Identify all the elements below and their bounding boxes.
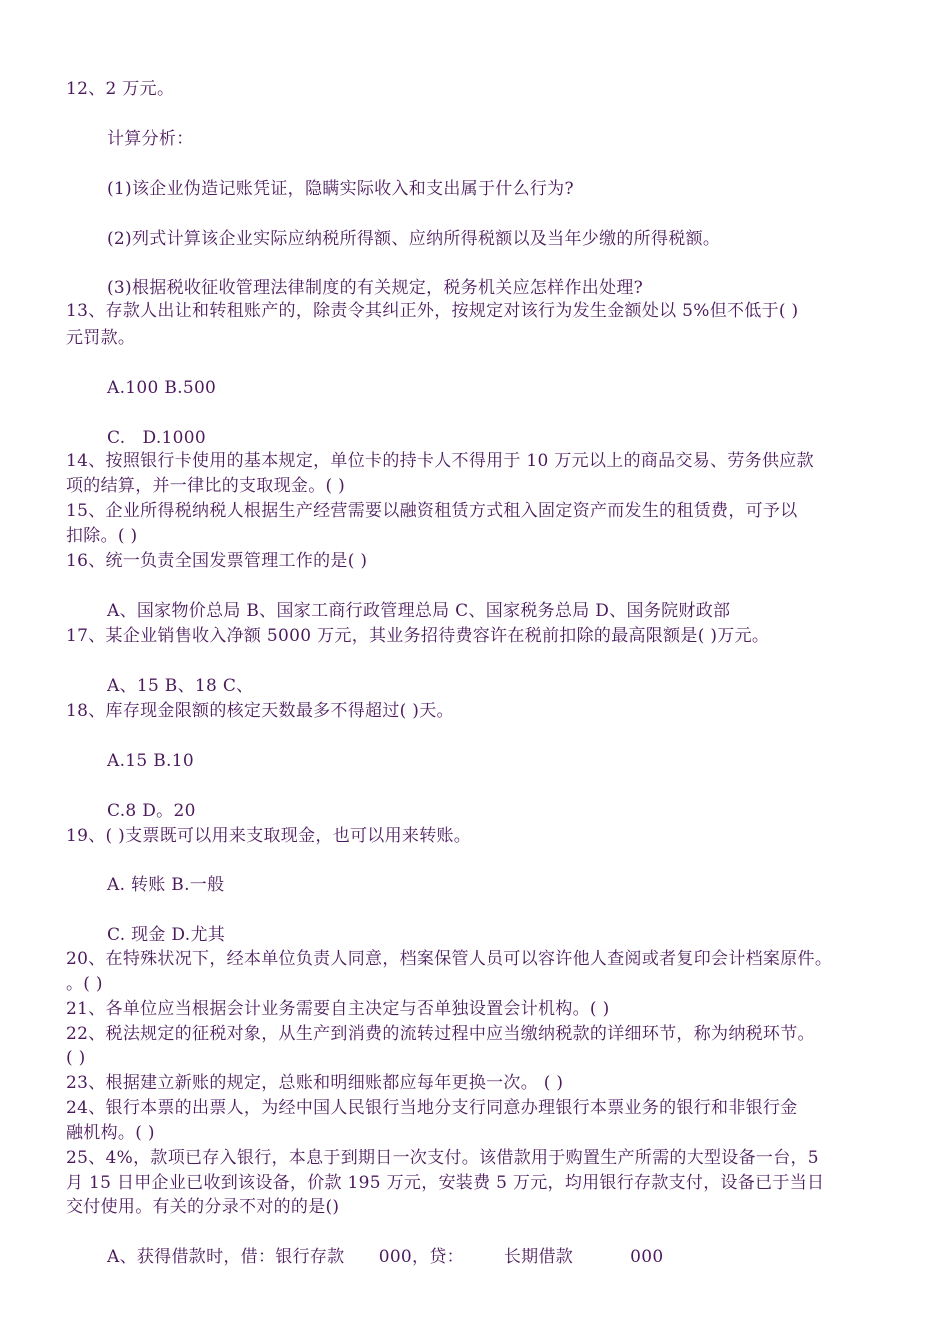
text-line: (1)该企业伪造记账凭证，隐瞒实际收入和支出属于什么行为? xyxy=(107,179,574,199)
text-line: 24、银行本票的出票人，为经中国人民银行当地分支行同意办理银行本票业务的银行和非银行金 xyxy=(66,1098,798,1118)
text-line: 15、企业所得税纳税人根据生产经营需要以融资租赁方式租入固定资产而发生的租赁费，可予以 xyxy=(66,501,798,521)
text-line: 融机构。( ) xyxy=(66,1123,155,1143)
text-line: 20、在特殊状况下，经本单位负责人同意，档案保管人员可以容许他人查阅或者复印会计档案原件。 xyxy=(66,949,833,969)
text-line: 21、各单位应当根据会计业务需要自主决定与否单独设置会计机构。( ) xyxy=(66,999,610,1019)
text-line: 计算分析： xyxy=(107,129,194,149)
text-line: 18、库存现金限额的核定天数最多不得超过( )天。 xyxy=(66,701,454,721)
text-line: 。( ) xyxy=(66,974,103,994)
text-line: A.15 B.10 xyxy=(107,751,194,771)
text-line: 23、根据建立新账的规定，总账和明细账都应每年更换一次。 ( ) xyxy=(66,1073,564,1093)
text-line: 13、存款人出让和转租账产的，除责令其纠正外，按规定对该行为发生金额处以 5%但不低于( ) xyxy=(66,301,799,321)
text-line: A. 转账 B.一般 xyxy=(107,875,225,895)
text-line: 14、按照银行卡使用的基本规定，单位卡的持卡人不得用于 10 万元以上的商品交易、劳务供应款 xyxy=(66,451,814,471)
text-line: A、15 B、18 C、 xyxy=(107,676,254,696)
text-line: 交付使用。有关的分录不对的的是() xyxy=(66,1197,340,1217)
text-line: 17、某企业销售收入净额 5000 万元，其业务招待费容许在税前扣除的最高限额是( )万元。 xyxy=(66,626,770,646)
text-line: 19、( )支票既可以用来支取现金，也可以用来转账。 xyxy=(66,826,472,846)
text-line: C. 现金 D.尤其 xyxy=(107,925,226,945)
text-line: 项的结算，并一律比的支取现金。( ) xyxy=(66,476,346,496)
text-line: A、国家物价总局 B、国家工商行政管理总局 C、国家税务总局 D、国务院财政部 xyxy=(107,601,731,621)
text-line: 25、4%，款项已存入银行，本息于到期日一次支付。该借款用于购置生产所需的大型设备一台，5 xyxy=(66,1148,819,1168)
text-line: A.100 B.500 xyxy=(107,378,217,398)
text-line: A、获得借款时，借：银行存款 000，贷： 长期借款 000 xyxy=(107,1247,664,1267)
text-line: 12、2 万元。 xyxy=(66,79,175,99)
text-line: 22、税法规定的征税对象，从生产到消费的流转过程中应当缴纳税款的详细环节，称为纳税环节。 xyxy=(66,1024,815,1044)
text-line: 扣除。( ) xyxy=(66,526,138,546)
text-line: 月 15 日甲企业已收到该设备，价款 195 万元，安装费 5 万元，均用银行存款支付，设备已于当日 xyxy=(66,1173,825,1193)
text-line: 元罚款。 xyxy=(66,328,136,348)
text-line: C. D.1000 xyxy=(107,428,207,448)
text-line: 16、统一负责全国发票管理工作的是( ) xyxy=(66,551,368,571)
text-line: C.8 D。20 xyxy=(107,801,196,821)
text-line: ( ) xyxy=(66,1048,86,1068)
text-line: (2)列式计算该企业实际应纳税所得额、应纳所得税额以及当年少缴的所得税额。 xyxy=(107,229,721,249)
text-line: (3)根据税收征收管理法律制度的有关规定，税务机关应怎样作出处理? xyxy=(107,278,644,298)
